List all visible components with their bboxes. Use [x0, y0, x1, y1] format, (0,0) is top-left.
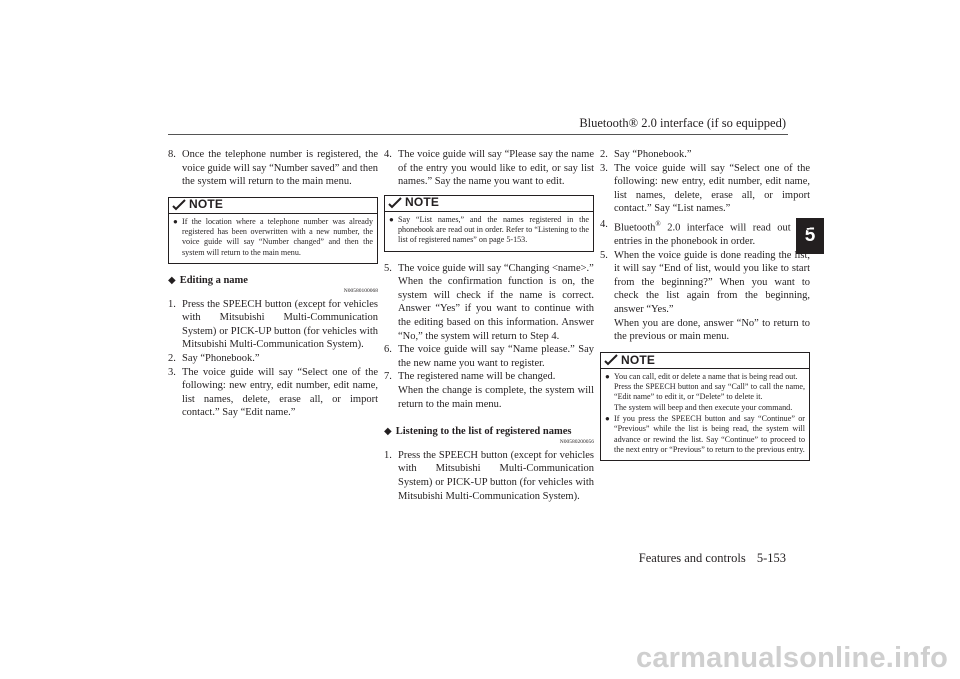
step-3	[168, 366, 378, 420]
note-text: Say “List names,” and the names registered in the phonebook are read out in order. Refer to “Listening to the list of registered names” on page 5-153.	[398, 214, 589, 245]
step-4	[600, 218, 810, 249]
step-text: The voice guide will say “Name please.” Say the new name you want to register.	[398, 344, 594, 369]
note-label: NOTE	[405, 195, 440, 210]
note-box	[384, 195, 594, 252]
watermark: carmanualsonline.info	[636, 642, 948, 674]
step-2	[168, 352, 378, 366]
step-7	[384, 370, 594, 384]
step-text: The voice guide will say “Changing <name>.”	[398, 262, 594, 274]
step-number: 1.	[384, 449, 392, 461]
step-number: 5.	[384, 262, 392, 274]
column-1	[168, 148, 378, 420]
note-header	[385, 196, 593, 212]
step-8	[168, 148, 378, 189]
section-heading-editing	[168, 274, 378, 288]
header-rule	[168, 134, 788, 135]
step-text: Press the SPEECH button (except for vehicles with Mitsubishi Multi-Communication System) or PICK-UP button (for vehicles with Mitsubishi Multi-Communication System).	[182, 298, 378, 351]
step-text: Press the SPEECH button (except for vehicles with Mitsubishi Multi-Communication System) or PICK-UP button (for vehicles with Mitsubishi Multi-Communication System).	[398, 449, 594, 502]
step-text: Say “Phonebook.”	[614, 149, 692, 160]
bullet-icon: ●	[389, 214, 394, 224]
pen-check-icon	[172, 199, 186, 211]
note-item	[605, 414, 805, 455]
column-3	[600, 148, 810, 467]
step-number: 8.	[168, 149, 176, 160]
step-text: Once the telephone number is registered, the voice guide will say “Number saved” and then the system will return to the main menu.	[182, 149, 378, 188]
step-text: When the voice guide is done reading the list, it will say “End of list, would you like to start from the beginning?” When you want to check the list again from the beginning, answer “Yes.”	[614, 249, 810, 316]
registered-mark: ®	[655, 219, 661, 228]
note-body	[601, 369, 809, 460]
note-item	[389, 215, 589, 246]
step-text: The registered name will be changed.	[398, 371, 556, 383]
note-text: If you press the SPEECH button and say “Continue” or “Previous” while the list is being read, the system will advance or rewind the list. Say “Continue” to proceed to the next entry or “Previous” to return to the previous entry.	[614, 414, 805, 454]
step-1	[168, 298, 378, 352]
note-box	[600, 352, 810, 461]
step-2	[600, 148, 810, 162]
step-text: The voice guide will say “Please say the name of the entry you would like to edit, or say list names.” Say the name you want to edit.	[398, 149, 594, 188]
step-text-rest: 2.0 interface will read out the entries in the phonebook in order.	[614, 222, 810, 248]
note-text: The system will beep and then execute your command.	[614, 402, 793, 412]
section-code: N00580100068	[343, 287, 378, 294]
step-number: 6.	[384, 344, 392, 356]
step-number: 2.	[168, 352, 176, 364]
column-2	[384, 148, 594, 503]
step-number: 4.	[384, 149, 392, 160]
note-text-group	[614, 372, 805, 413]
diamond-icon: ◆	[168, 274, 176, 286]
pen-check-icon	[388, 197, 402, 209]
step-text: Say “Phonebook.”	[182, 352, 260, 364]
footer-page-number: 5-153	[756, 551, 786, 565]
note-header	[169, 198, 377, 214]
note-item	[173, 217, 373, 258]
note-body	[169, 214, 377, 263]
footer-section: Features and controls	[638, 551, 746, 565]
note-body	[385, 212, 593, 251]
bullet-icon: ●	[173, 216, 178, 226]
bullet-icon: ●	[605, 371, 610, 381]
step-4	[384, 148, 594, 189]
step-number: 3.	[168, 366, 176, 378]
page-footer	[639, 551, 786, 566]
diamond-icon: ◆	[384, 426, 392, 438]
bullet-icon: ●	[605, 414, 610, 423]
step-text: The voice guide will say “Select one of the following: new entry, edit number, edit name, list names, delete, erase all, or import contact.” Say “Edit name.”	[182, 366, 378, 419]
step-continuation: When the change is complete, the system will return to the main menu.	[398, 385, 594, 410]
note-label: NOTE	[189, 197, 224, 212]
step-text: The voice guide will say “Select one of the following: new entry, edit number, edit name, list names, delete, erase all, or import contact.” Say “List names.”	[614, 162, 810, 215]
note-text: Press the SPEECH button and say “Call” to call the name, “Edit name” to edit it, or “Delete” to delete it.	[614, 382, 805, 402]
note-header	[601, 353, 809, 369]
step-continuation: When you are done, answer “No” to return to the previous or main menu.	[614, 317, 810, 343]
note-label: NOTE	[621, 352, 656, 367]
note-text: You can call, edit or delete a name that is being read out.	[614, 371, 798, 381]
step-number: 5.	[600, 249, 608, 261]
note-item	[605, 372, 805, 413]
step-continuation: When the confirmation function is on, the system will check if the name is correct. Answer “Yes” if you want to continue with the editing based on this information. Answer “No,” the system will return to Step 4.	[398, 276, 594, 342]
step-number: 1.	[168, 298, 176, 310]
heading-text: Editing a name	[179, 274, 248, 286]
brand-name: Bluetooth	[614, 222, 656, 234]
step-6	[384, 343, 594, 370]
step-5	[600, 249, 810, 317]
step-number: 4.	[600, 218, 608, 230]
step-text	[614, 218, 810, 249]
step-number: 3.	[600, 162, 608, 174]
note-text: If the location where a telephone number was already registered has been overwritten with a new number, the voice guide will say “Number changed” and then the system will return to the main menu.	[182, 216, 373, 257]
heading-text: Listening to the list of registered names	[395, 426, 572, 438]
running-header: Bluetooth® 2.0 interface (if so equipped)	[579, 116, 786, 130]
step-number: 7.	[384, 371, 392, 383]
step-number: 2.	[600, 149, 608, 160]
pen-check-icon	[604, 354, 618, 366]
section-heading-listening	[384, 425, 594, 439]
step-1	[384, 449, 594, 503]
note-box	[168, 197, 378, 264]
chapter-tab: 5	[796, 218, 824, 254]
step-5	[384, 262, 594, 276]
step-3	[600, 162, 810, 216]
section-code: N00580200056	[559, 438, 594, 445]
